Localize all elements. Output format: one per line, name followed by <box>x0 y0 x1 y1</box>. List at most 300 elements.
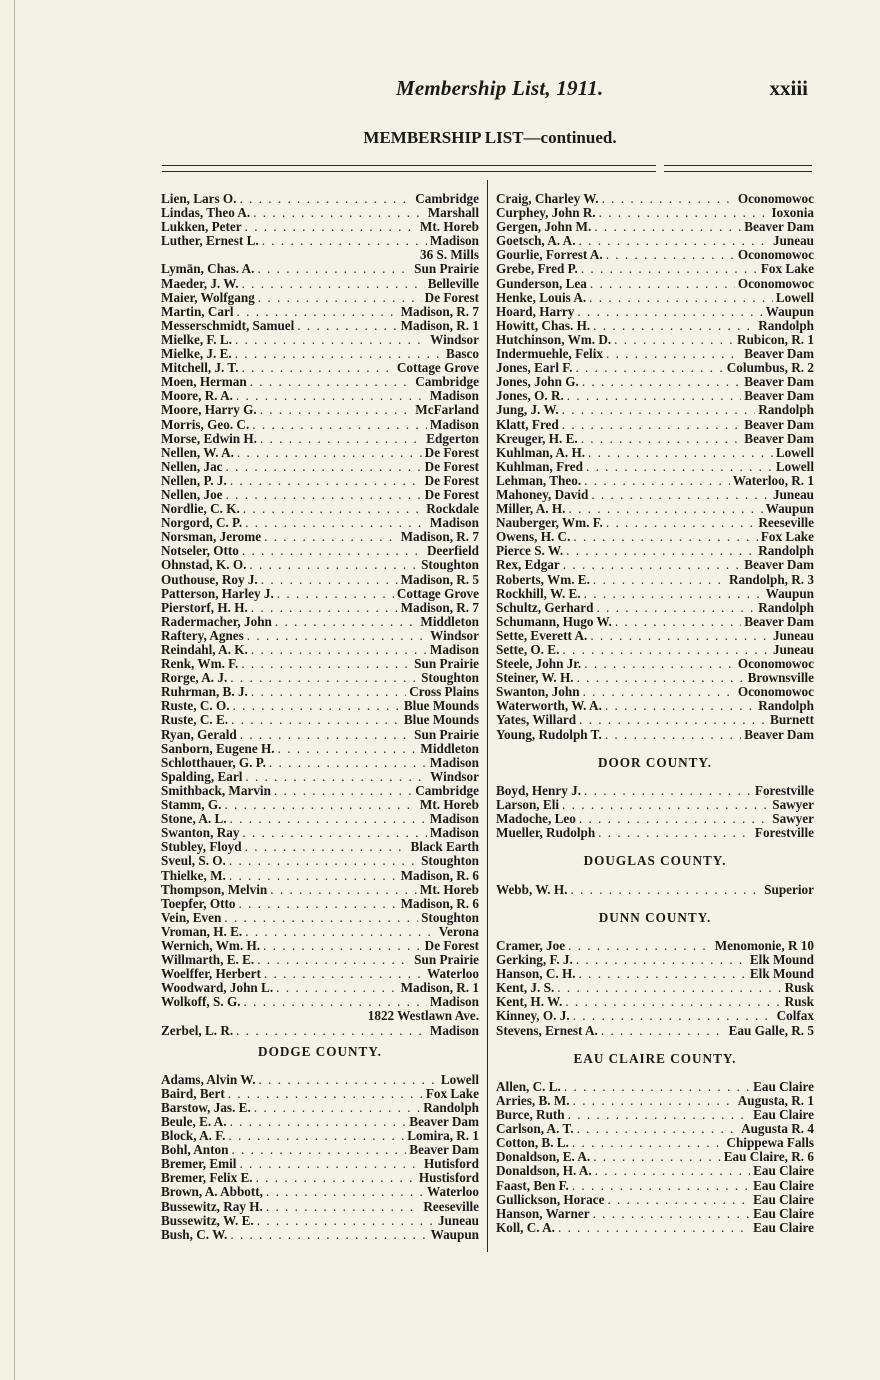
dot-leader <box>235 347 443 361</box>
member-name: Craig, Charley W. <box>496 191 599 206</box>
member-place: Stoughton <box>421 670 479 686</box>
dot-leader <box>275 615 418 629</box>
member-entry <box>161 403 479 417</box>
dot-leader <box>242 826 426 840</box>
dot-leader <box>605 699 755 713</box>
member-entry <box>161 883 479 897</box>
dot-leader <box>251 685 406 699</box>
member-entry <box>161 742 479 756</box>
dot-leader <box>558 1221 750 1235</box>
dodge-county-entries-continued <box>496 192 814 742</box>
member-entry <box>496 967 814 981</box>
member-place: Rusk <box>784 994 814 1010</box>
member-place: Fox Lake <box>760 529 814 545</box>
member-entry <box>161 291 479 305</box>
member-place: Beaver Dam <box>744 416 814 432</box>
member-name: Barstow, Jas. E. <box>161 1099 251 1115</box>
member-entry <box>161 995 479 1009</box>
member-name: Carlson, A. T. <box>496 1121 574 1137</box>
member-name: Sanborn, Eugene H. <box>161 740 275 756</box>
member-name: Norgord, C. P. <box>161 515 243 531</box>
dot-leader <box>249 558 418 572</box>
member-place: Stoughton <box>421 909 479 925</box>
member-place: Menomonie, R 10 <box>714 937 814 953</box>
member-entry <box>161 728 479 742</box>
member-place: Mt. Horeb <box>419 219 479 235</box>
member-name: Messerschmidt, Samuel <box>161 317 295 333</box>
member-entry <box>161 1228 479 1242</box>
member-entry <box>161 305 479 319</box>
dot-leader <box>254 1101 421 1115</box>
member-place: Beaver Dam <box>744 557 814 573</box>
member-name: Lindas, Theo A. <box>161 205 251 221</box>
member-name: Moore, Harry G. <box>161 402 257 418</box>
member-entry <box>496 643 814 657</box>
dot-leader <box>242 544 424 558</box>
dot-leader <box>567 389 742 403</box>
member-name: Madoche, Leo <box>496 811 576 827</box>
member-place: Cottage Grove <box>396 360 479 376</box>
dot-leader <box>224 798 416 812</box>
dot-leader <box>566 544 755 558</box>
member-entry <box>161 798 479 812</box>
member-name: Luther, Ernest L. <box>161 233 259 249</box>
dot-leader <box>579 967 747 981</box>
member-name: Klatt, Fred <box>496 416 559 432</box>
member-name: Jones, John G. <box>496 374 579 390</box>
dot-leader <box>251 601 398 615</box>
member-entry <box>496 1009 814 1023</box>
member-entry <box>496 1080 814 1094</box>
member-place: Juneau <box>772 627 814 643</box>
member-name: Kinney, O. J. <box>496 1008 570 1024</box>
dot-leader <box>245 840 408 854</box>
member-entry <box>496 530 814 544</box>
member-entry <box>161 1143 479 1157</box>
member-entry <box>161 1024 479 1038</box>
running-head: Membership List, 1911. <box>396 76 604 100</box>
dot-leader <box>596 601 755 615</box>
member-entry <box>161 1171 479 1185</box>
county-heading-eau-claire: EAU CLAIRE COUNTY. <box>573 1050 737 1066</box>
member-place: Lowell <box>775 444 814 460</box>
dot-leader <box>228 1129 404 1143</box>
dot-leader <box>239 1157 421 1171</box>
member-name: Outhouse, Roy J. <box>161 571 258 587</box>
member-name: Gergen, John M. <box>496 219 592 235</box>
member-entry <box>496 192 814 206</box>
member-name: Vroman, H. E. <box>161 923 243 939</box>
member-name: Ruhrman, B. J. <box>161 684 248 700</box>
dot-leader <box>584 587 763 601</box>
dot-leader <box>563 558 742 572</box>
member-place: Sun Prairie <box>414 952 479 968</box>
member-place: Middleton <box>420 613 479 629</box>
dot-leader <box>236 1024 427 1038</box>
member-name: Swanton, Ray <box>161 825 240 841</box>
dot-leader <box>257 262 411 276</box>
member-place: Beaver Dam <box>744 388 814 404</box>
member-name: Schumann, Hugo W. <box>496 613 612 629</box>
member-name: Lukken, Peter <box>161 219 242 235</box>
member-name: Mitchell, J. T. <box>161 360 239 376</box>
member-name: Pierstorf, H. H. <box>161 599 248 615</box>
dot-leader <box>230 1228 427 1242</box>
member-entry <box>161 502 479 516</box>
member-entry <box>161 1129 479 1143</box>
member-entry <box>161 699 479 713</box>
member-entry <box>496 953 814 967</box>
dot-leader <box>245 220 417 234</box>
member-entry <box>496 502 814 516</box>
dot-leader <box>260 403 413 417</box>
member-name: Wolkoff, S. G. <box>161 994 241 1010</box>
dot-leader <box>230 671 418 685</box>
member-place: Sun Prairie <box>414 656 479 672</box>
member-name: Thompson, Melvin <box>161 881 268 897</box>
dot-leader <box>573 530 758 544</box>
member-entry <box>496 1164 814 1178</box>
member-name: Roberts, Wm. E. <box>496 571 590 587</box>
member-name: Gunderson, Lea <box>496 275 587 291</box>
member-place: Elk Mound <box>749 952 814 968</box>
member-place: Blue Mounds <box>403 698 479 714</box>
member-entry <box>496 1179 814 1193</box>
member-entry <box>161 234 479 248</box>
member-place: De Forest <box>424 458 479 474</box>
member-name: Henke, Louis A. <box>496 289 587 305</box>
member-place: Lowell <box>775 289 814 305</box>
dot-leader <box>606 248 735 262</box>
member-entry <box>496 981 814 995</box>
member-entry <box>496 629 814 643</box>
member-place: Madison <box>429 416 479 432</box>
member-entry <box>161 319 479 333</box>
member-name: Martin, Carl <box>161 303 234 319</box>
member-name: Nellen, P. J. <box>161 472 227 488</box>
member-place: Eau Claire <box>753 1205 814 1221</box>
member-entry <box>496 347 814 361</box>
member-name: Nordlie, C. K. <box>161 501 240 517</box>
member-entry <box>496 1207 814 1221</box>
member-name: Rockhill, W. E. <box>496 585 581 601</box>
dot-leader <box>589 291 773 305</box>
spacer <box>496 897 814 911</box>
member-name: Burce, Ruth <box>496 1107 565 1123</box>
dot-leader <box>237 305 398 319</box>
member-place: Deerfield <box>427 543 479 559</box>
member-place: Lomira, R. 1 <box>407 1128 479 1144</box>
member-place: Blue Mounds <box>403 712 479 728</box>
member-name: Nellen, Joe <box>161 486 223 502</box>
member-entry <box>161 1087 479 1101</box>
member-place: Sun Prairie <box>414 261 479 277</box>
member-place: Black Earth <box>410 839 479 855</box>
dot-leader <box>242 277 425 291</box>
member-name: Woelffer, Herbert <box>161 966 261 982</box>
dot-leader <box>598 826 752 840</box>
county-heading-dunn: DUNN COUNTY. <box>598 909 712 925</box>
dot-leader <box>252 418 427 432</box>
member-place: Marshall <box>427 205 479 221</box>
member-entry <box>161 657 479 671</box>
dot-leader <box>247 629 427 643</box>
dot-leader <box>564 1080 750 1094</box>
dot-leader <box>593 319 755 333</box>
member-place: Juneau <box>437 1212 479 1228</box>
member-entry <box>496 432 814 446</box>
dot-leader <box>577 671 745 685</box>
member-name: Rorge, A. J. <box>161 670 228 686</box>
member-place: De Forest <box>424 486 479 502</box>
dot-leader <box>562 798 769 812</box>
dot-leader <box>572 1179 750 1193</box>
dot-leader <box>572 1136 724 1150</box>
member-place: Madison <box>429 233 479 249</box>
member-name: Willmarth, E. E. <box>161 952 255 968</box>
member-entry <box>496 826 814 840</box>
member-name: Schultz, Gerhard <box>496 599 594 615</box>
dot-leader <box>562 418 742 432</box>
member-entry <box>161 967 479 981</box>
member-name: Sette, Everett A. <box>496 627 588 643</box>
member-place: Elk Mound <box>749 966 814 982</box>
member-entry <box>496 291 814 305</box>
member-place: Waupun <box>765 585 814 601</box>
member-name: Pierce S. W. <box>496 543 564 559</box>
member-name: Adams, Alvin W. <box>161 1071 256 1087</box>
member-name: Sette, O. E. <box>496 642 560 657</box>
member-entry <box>496 1108 814 1122</box>
member-place: Randolph <box>758 698 814 714</box>
member-place: Eau Galle, R. 5 <box>728 1022 814 1038</box>
member-entry <box>161 361 479 375</box>
member-place: Waupun <box>430 1226 479 1242</box>
member-name: Boyd, Henry J. <box>496 782 581 798</box>
member-place: Madison, R. 1 <box>400 980 479 996</box>
member-place: Ioxonia <box>771 205 814 221</box>
member-name: Webb, W. H. <box>496 881 568 897</box>
member-place: Lowell <box>440 1071 479 1087</box>
dot-leader <box>584 474 730 488</box>
member-entry <box>496 784 814 798</box>
dot-leader <box>237 446 422 460</box>
member-place: Augusta, R. 1 <box>737 1093 814 1108</box>
dot-leader <box>231 1143 406 1157</box>
member-entry <box>161 601 479 615</box>
dot-leader <box>240 728 411 742</box>
member-place: Windsor <box>430 627 479 643</box>
member-place: Edgerton <box>426 430 479 446</box>
dot-leader <box>568 502 762 516</box>
member-entry <box>496 446 814 460</box>
member-place: Beaver Dam <box>744 613 814 629</box>
dot-leader <box>577 1122 739 1136</box>
dot-leader <box>573 1094 735 1108</box>
member-place: Colfax <box>776 1008 814 1024</box>
dot-leader <box>590 629 770 643</box>
member-name: Curphey, John R. <box>496 205 596 221</box>
member-name: Indermuehle, Felix <box>496 346 603 362</box>
member-entry <box>496 248 814 262</box>
member-place: Juneau <box>772 486 814 502</box>
member-name: Jung, J. W. <box>496 402 559 418</box>
member-place: Randolph <box>758 317 814 333</box>
dot-leader <box>260 432 423 446</box>
member-name: Steele, John Jr. <box>496 656 582 672</box>
dot-leader <box>297 319 397 333</box>
member-entry <box>496 883 814 897</box>
dot-leader <box>595 1164 750 1178</box>
member-entry <box>496 375 814 389</box>
member-name: Notseler, Otto <box>161 543 239 559</box>
member-place: Randolph <box>758 599 814 615</box>
dot-leader <box>570 883 761 897</box>
member-entry <box>161 1101 479 1115</box>
dot-leader <box>582 375 741 389</box>
member-name: Hanson, C. H. <box>496 966 576 982</box>
member-entry <box>496 1094 814 1108</box>
member-entry <box>496 516 814 530</box>
member-entry <box>496 361 814 375</box>
member-name: Kent, H. W. <box>496 994 563 1010</box>
member-entry <box>161 629 479 643</box>
member-entry <box>496 939 814 953</box>
member-place: Oconomowoc <box>737 684 814 700</box>
member-place: Madison, R. 6 <box>400 895 479 911</box>
member-entry <box>161 446 479 460</box>
member-name: Block, A. F. <box>161 1128 226 1144</box>
dot-leader <box>230 1115 407 1129</box>
dot-leader <box>245 516 427 530</box>
member-place: Oconomowoc <box>737 656 814 672</box>
member-name: Schlotthauer, G. P. <box>161 754 266 770</box>
dot-leader <box>245 925 435 939</box>
member-place: Waterloo <box>426 966 479 982</box>
member-place: Randolph <box>758 543 814 559</box>
member-entry <box>496 403 814 417</box>
member-place: De Forest <box>424 937 479 953</box>
member-entry <box>161 643 479 657</box>
dot-leader <box>259 1073 438 1087</box>
member-entry <box>496 1136 814 1150</box>
member-name: Bush, C. W. <box>161 1226 228 1242</box>
member-name: Zerbel, L. R. <box>161 1022 234 1038</box>
member-place: Hustisford <box>418 1170 479 1186</box>
dot-leader <box>605 728 741 742</box>
member-entry <box>161 587 479 601</box>
member-name: Donaldson, E. A. <box>496 1149 591 1165</box>
member-place: Eau Claire, R. 6 <box>723 1149 814 1165</box>
member-place: Forestville <box>754 782 814 798</box>
member-entry <box>161 220 479 234</box>
dot-leader <box>575 361 723 375</box>
member-place: Waterloo <box>426 1184 479 1200</box>
member-place: Belleville <box>427 275 479 291</box>
dot-leader <box>277 587 394 601</box>
member-entry <box>161 432 479 446</box>
address-line <box>161 1009 479 1023</box>
member-place: De Forest <box>424 472 479 488</box>
dot-leader <box>581 432 742 446</box>
member-place: Juneau <box>772 233 814 249</box>
member-entry <box>496 277 814 291</box>
member-entry <box>496 418 814 432</box>
dot-leader <box>579 812 769 826</box>
member-place: Cross Plains <box>409 684 479 700</box>
dot-leader <box>602 192 735 206</box>
member-place: Rockdale <box>426 501 479 517</box>
member-name: Gullickson, Horace <box>496 1191 605 1207</box>
member-name: Stevens, Ernest A. <box>496 1022 598 1038</box>
member-place: Beaver Dam <box>744 726 814 742</box>
member-name: Bremer, Emil <box>161 1156 237 1172</box>
county-heading-douglas: DOUGLAS COUNTY. <box>583 853 727 869</box>
dot-leader <box>584 784 752 798</box>
dot-leader <box>593 573 726 587</box>
spacer <box>496 869 814 883</box>
member-name: Howitt, Chas. H. <box>496 317 591 333</box>
member-place: De Forest <box>424 444 479 460</box>
member-name: Lymān, Chas. A. <box>161 261 255 277</box>
member-name: Raftery, Agnes <box>161 627 244 643</box>
member-name: Stamm, G. <box>161 797 222 813</box>
member-place: Basco <box>446 346 479 362</box>
member-entry <box>161 826 479 840</box>
member-entry <box>496 713 814 727</box>
dot-leader <box>250 375 413 389</box>
dot-leader <box>606 347 741 361</box>
dot-leader <box>615 615 741 629</box>
dot-leader <box>568 1108 750 1122</box>
dot-leader <box>229 869 398 883</box>
member-entry <box>161 812 479 826</box>
member-name: Reindahl, A. K. <box>161 642 248 657</box>
member-name: Lien, Lars O. <box>161 191 237 206</box>
spacer <box>496 770 814 784</box>
member-entry <box>496 319 814 333</box>
member-place: Beaver Dam <box>744 219 814 235</box>
member-place: Fox Lake <box>760 261 814 277</box>
member-name: Renk, Wm. F. <box>161 656 239 672</box>
member-place: Madison <box>429 642 479 657</box>
member-name: Woodward, John L. <box>161 980 274 996</box>
member-name: Toepfer, Otto <box>161 895 236 911</box>
member-name: Morse, Edwin H. <box>161 430 257 446</box>
member-entry <box>496 1193 814 1207</box>
member-place: Sun Prairie <box>414 726 479 742</box>
member-name: Hanson, Warner <box>496 1205 590 1221</box>
member-entry <box>496 812 814 826</box>
member-entry <box>161 770 479 784</box>
member-name: Maier, Wolfgang <box>161 289 255 305</box>
member-place: Eau Claire <box>753 1078 814 1094</box>
member-name: Ryan, Gerald <box>161 726 237 742</box>
member-entry <box>161 840 479 854</box>
member-place: Juneau <box>772 642 814 657</box>
column-divider <box>487 180 488 1252</box>
county-heading-dodge: DODGE COUNTY. <box>258 1043 382 1059</box>
member-place: Reeseville <box>423 1198 479 1214</box>
member-place: Beaver Dam <box>744 374 814 390</box>
member-entry <box>496 305 814 319</box>
member-entry <box>496 1221 814 1235</box>
member-place: Madison, R. 7 <box>400 303 479 319</box>
member-entry <box>161 488 479 502</box>
member-place: Oconomowoc <box>737 247 814 263</box>
member-entry <box>161 544 479 558</box>
member-name: Kreuger, H. E. <box>496 430 578 446</box>
